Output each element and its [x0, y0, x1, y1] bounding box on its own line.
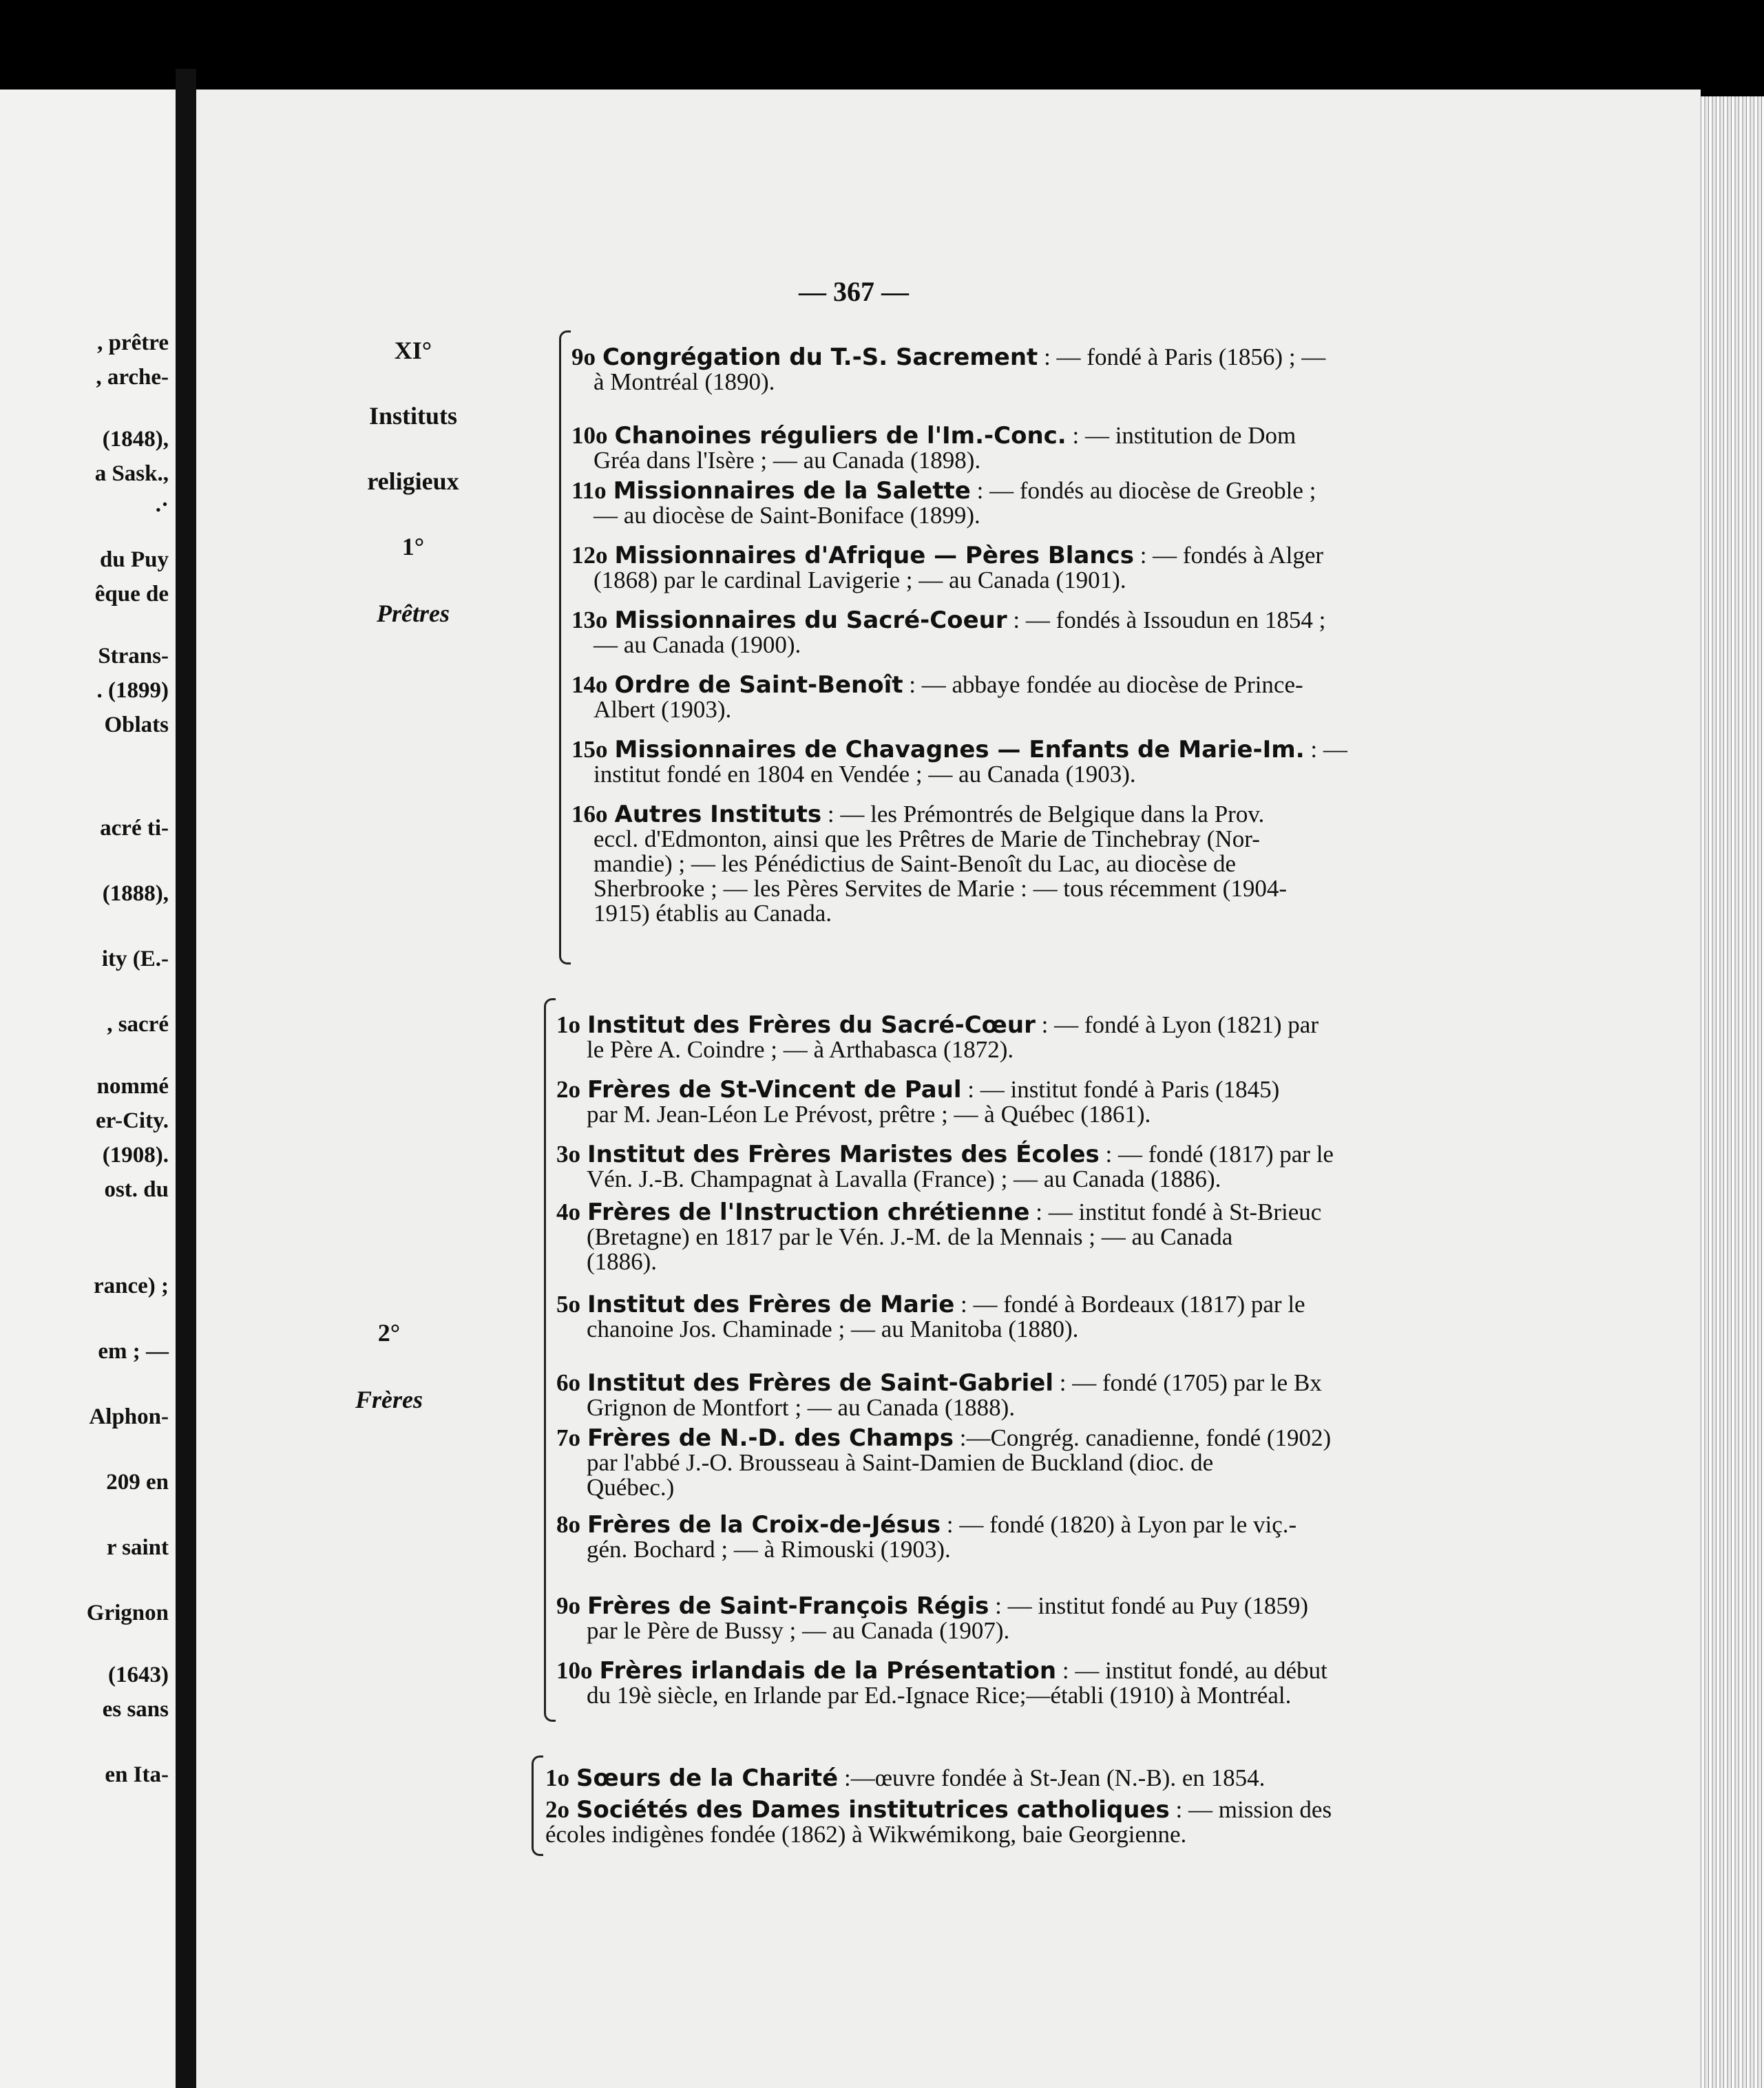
entry-name: Institut des Frères de Saint-Gabriel — [587, 1369, 1054, 1397]
entry-pretres-2 — [571, 479, 1316, 503]
section-title-line1: Instituts — [368, 402, 458, 430]
entry-pretres-7-line5 — [594, 902, 832, 925]
bracket-pretres — [559, 330, 571, 964]
entry-text: : — institution de Dom — [1066, 422, 1296, 449]
entry-number: 8o — [556, 1511, 580, 1538]
entry-number: 10o — [556, 1657, 593, 1684]
entry-name: Missionnaires de Chavagnes — Enfants de Marie-Im. — [614, 736, 1305, 763]
entry-pretres-2-line2 — [594, 504, 980, 527]
entry-pretres-4 — [571, 609, 1325, 632]
entry-freres-9-line2 — [587, 1684, 1291, 1707]
entry-freres-5-line2 — [587, 1396, 1015, 1419]
left-page-fragment: êque de — [94, 582, 169, 607]
entry-continuation: (1886). — [587, 1248, 658, 1275]
left-page-fragment: (1848), — [102, 427, 169, 452]
entry-continuation: du 19è siècle, en Irlande par Ed.-Ignace Rice;—établi (1910) à Montréal. — [587, 1682, 1292, 1709]
entry-continuation: écoles indigènes fondée (1862) à Wikwémikong, baie Georgienne. — [545, 1821, 1187, 1848]
entry-freres-4-line2 — [587, 1318, 1078, 1340]
entry-name: Institut des Frères Maristes des Écoles — [587, 1141, 1100, 1168]
entry-number: 16o — [571, 801, 608, 827]
entry-pretres-4-line2 — [594, 633, 801, 656]
entry-text: : — les Prémontrés de Belgique dans la Prov. — [821, 801, 1265, 827]
entry-soeurs-1-line2 — [545, 1823, 1186, 1846]
entry-freres-2 — [556, 1143, 1334, 1166]
entry-name: Missionnaires du Sacré-Coeur — [614, 607, 1007, 634]
entry-text: :—œuvre fondée à St-Jean (N.-B). en 1854. — [838, 1764, 1266, 1791]
left-page-fragment: , sacré — [107, 1012, 169, 1037]
entry-number: 4o — [556, 1199, 580, 1225]
page-edge — [1694, 96, 1764, 2088]
entry-freres-3-line2 — [587, 1225, 1232, 1248]
left-page-fragment: (1888), — [102, 881, 169, 906]
entry-pretres-1 — [571, 422, 1296, 450]
entry-continuation: Albert (1903). — [594, 696, 732, 723]
entry-number: 15o — [571, 736, 608, 763]
left-page-fragment: r saint — [106, 1535, 169, 1560]
left-page-fragment: em ; — — [98, 1339, 169, 1364]
entry-continuation: eccl. d'Edmonton, ainsi que les Prêtres de Marie de Tinchebray (Nor- — [594, 825, 1260, 852]
entry-number: 10o — [571, 422, 608, 449]
entry-pretres-7-line4 — [594, 877, 1287, 900]
entry-number: 5o — [556, 1291, 580, 1318]
entry-name: Frères de N.-D. des Champs — [587, 1424, 954, 1452]
entry-text: : — institut fondé à St-Brieuc — [1029, 1199, 1322, 1225]
entry-freres-1-line2 — [587, 1103, 1151, 1126]
entry-freres-0 — [556, 1013, 1319, 1037]
entry-continuation: Grignon de Montfort ; — au Canada (1888). — [587, 1394, 1016, 1421]
left-page-fragment: rance) ; — [93, 1274, 169, 1298]
left-page-fragment: , prêtre — [97, 330, 169, 355]
entry-continuation: institut fondé en 1804 en Vendée ; — au Canada (1903). — [594, 761, 1136, 788]
entry-pretres-0 — [571, 346, 1325, 369]
left-page-fragment: ity (E.- — [101, 947, 169, 971]
entry-freres-3-line3 — [587, 1250, 657, 1273]
entry-soeurs-0 — [545, 1764, 1266, 1792]
entry-text: : — — [1304, 736, 1347, 763]
entry-continuation: Gréa dans l'Isère ; — au Canada (1898). — [594, 447, 981, 474]
entry-text: : — fondé à Lyon (1821) par — [1035, 1011, 1319, 1038]
left-page-fragment: .· — [155, 492, 169, 517]
entry-text: : — abbaye fondée au diocèse de Prince- — [903, 671, 1303, 698]
entry-continuation: par le Père de Bussy ; — au Canada (1907). — [587, 1617, 1010, 1644]
entry-text: : — institut fondé, au début — [1056, 1657, 1327, 1684]
group-number-freres: 2° — [377, 1319, 401, 1347]
bracket-soeurs — [532, 1755, 543, 1856]
entry-continuation: — au diocèse de Saint-Boniface (1899). — [594, 502, 980, 529]
entry-text: : — fondés au diocèse de Greoble ; — [970, 477, 1316, 504]
entry-pretres-7 — [571, 803, 1264, 826]
entry-continuation: le Père A. Coindre ; — à Arthabasca (1872). — [587, 1036, 1014, 1063]
entry-freres-8-line2 — [587, 1619, 1009, 1642]
left-page-fragment: ost. du — [104, 1177, 169, 1202]
entry-freres-7-line2 — [587, 1538, 951, 1561]
entry-text: : — fondés à Issoudun en 1854 ; — [1007, 607, 1326, 633]
entry-text: : — institut fondé à Paris (1845) — [961, 1076, 1280, 1103]
entry-pretres-7-line2 — [594, 827, 1260, 850]
entry-freres-9 — [556, 1659, 1327, 1683]
entry-continuation: Vén. J.-B. Champagnat à Lavalla (France) ; — au Canada (1886). — [587, 1166, 1221, 1192]
left-page-fragment: , arche- — [96, 365, 169, 390]
left-page-fragment: Oblats — [104, 713, 169, 737]
left-page-fragment: du Puy — [100, 547, 169, 572]
group-label-freres: Frères — [355, 1386, 423, 1413]
section-numeral: XI° — [394, 337, 432, 364]
entry-number: 6o — [556, 1369, 580, 1396]
entry-number: 12o — [571, 542, 608, 569]
entry-text: : — institut fondé au Puy (1859) — [989, 1592, 1309, 1619]
entry-name: Ordre de Saint-Benoît — [614, 671, 903, 699]
entry-continuation: gén. Bochard ; — à Rimouski (1903). — [587, 1536, 951, 1563]
entry-text: : — fondé (1705) par le Bx — [1053, 1369, 1322, 1396]
page-number: — 367 — — [799, 276, 909, 307]
left-page — [0, 89, 176, 2088]
entry-pretres-6 — [571, 738, 1347, 761]
entry-number: 11o — [571, 477, 607, 504]
entry-freres-6 — [556, 1426, 1331, 1450]
entry-continuation: par l'abbé J.-O. Brousseau à Saint-Damien de Buckland (dioc. de — [587, 1449, 1214, 1476]
group-number-pretres: 1° — [401, 533, 425, 560]
entry-pretres-5 — [571, 673, 1303, 697]
left-page-fragment: es sans — [102, 1697, 169, 1722]
left-page-fragment: Grignon — [86, 1601, 169, 1625]
entry-continuation: Québec.) — [587, 1474, 675, 1501]
left-page-fragment: 209 en — [106, 1470, 169, 1495]
entry-continuation: (1868) par le cardinal Lavigerie ; — au Canada (1901). — [594, 567, 1126, 593]
entry-number: 1o — [545, 1764, 569, 1791]
entry-name: Chanoines réguliers de l'Im.-Conc. — [614, 422, 1067, 450]
entry-continuation: mandie) ; — les Pénédictius de Saint-Benoît du Lac, au diocèse de — [594, 850, 1237, 877]
entry-continuation: chanoine Jos. Chaminade ; — au Manitoba (1880). — [587, 1316, 1079, 1342]
entry-freres-4 — [556, 1293, 1305, 1316]
entry-text: : — mission des — [1169, 1796, 1332, 1823]
left-page-fragment: . (1899) — [96, 678, 169, 703]
entry-text: : — fondé (1817) par le — [1099, 1141, 1334, 1168]
left-page-fragment: a Sask., — [94, 461, 169, 486]
left-page-fragment: (1643) — [108, 1663, 169, 1687]
entry-name: Frères de l'Instruction chrétienne — [587, 1199, 1030, 1226]
entry-freres-5 — [556, 1371, 1322, 1395]
entry-freres-6-line3 — [587, 1476, 674, 1499]
entry-text: : — fondé à Bordeaux (1817) par le — [954, 1291, 1305, 1318]
left-page-fragment: Alphon- — [89, 1404, 169, 1429]
entry-pretres-3-line2 — [594, 569, 1126, 591]
entry-pretres-6-line2 — [594, 761, 1136, 788]
entry-name: Frères irlandais de la Présentation — [599, 1657, 1057, 1685]
entry-name: Autres Instituts — [614, 801, 822, 828]
entry-continuation: — au Canada (1900). — [594, 631, 801, 658]
entry-continuation: par M. Jean-Léon Le Prévost, prêtre ; — à Québec (1861). — [587, 1101, 1151, 1128]
entry-text: : — fondé à Paris (1856) ; — — [1038, 344, 1326, 370]
entry-continuation: 1915) établis au Canada. — [594, 900, 832, 927]
entry-name: Frères de Saint-François Régis — [587, 1592, 989, 1620]
entry-name: Missionnaires d'Afrique — Pères Blancs — [614, 542, 1134, 569]
left-page-fragment: er-City. — [96, 1108, 169, 1133]
left-page-fragment: en Ita- — [105, 1762, 169, 1787]
page-gutter — [176, 69, 196, 2088]
left-page-fragment: (1908). — [102, 1143, 169, 1168]
entry-pretres-1-line2 — [594, 449, 980, 472]
entry-freres-0-line2 — [587, 1038, 1014, 1061]
left-page-fragment: acré ti- — [100, 816, 169, 841]
entry-number: 9o — [556, 1592, 580, 1619]
entry-name: Institut des Frères de Marie — [587, 1291, 955, 1318]
entry-pretres-5-line2 — [594, 698, 731, 721]
entry-number: 9o — [571, 344, 596, 370]
left-page-fragment: Strans- — [98, 644, 169, 668]
entry-text: :—Congrég. canadienne, fondé (1902) — [954, 1424, 1332, 1451]
entry-name: Frères de St-Vincent de Paul — [587, 1076, 962, 1104]
bracket-freres — [544, 998, 556, 1722]
entry-name: Sœurs de la Charité — [576, 1764, 839, 1792]
left-page-fragment: nommé — [96, 1074, 169, 1099]
entry-soeurs-1 — [545, 1798, 1332, 1822]
entry-text: : — fondés à Alger — [1133, 542, 1324, 569]
entry-number: 3o — [556, 1141, 580, 1168]
entry-name: Sociétés des Dames institutrices catholiques — [576, 1796, 1170, 1824]
entry-number: 1o — [556, 1011, 580, 1038]
entry-name: Congrégation du T.-S. Sacrement — [602, 344, 1038, 371]
entry-number: 14o — [571, 671, 608, 698]
entry-freres-6-line2 — [587, 1451, 1213, 1474]
entry-continuation: Sherbrooke ; — les Pères Servites de Marie : — tous récemment (1904- — [594, 875, 1287, 902]
entry-pretres-7-line3 — [594, 852, 1236, 875]
entry-number: 2o — [545, 1796, 569, 1823]
group-label-pretres: Prêtres — [377, 600, 450, 627]
entry-freres-8 — [556, 1594, 1308, 1618]
entry-continuation: à Montréal (1890). — [594, 368, 775, 395]
entry-name: Missionnaires de la Salette — [613, 477, 971, 505]
entry-name: Institut des Frères du Sacré-Cœur — [587, 1011, 1036, 1039]
entry-pretres-3 — [571, 544, 1323, 567]
entry-freres-3 — [556, 1201, 1321, 1224]
section-title-line2: religieux — [367, 467, 459, 495]
entry-name: Frères de la Croix-de-Jésus — [587, 1511, 941, 1539]
entry-continuation: (Bretagne) en 1817 par le Vén. J.-M. de la Mennais ; — au Canada — [587, 1223, 1233, 1250]
entry-number: 2o — [556, 1076, 580, 1103]
entry-pretres-0-line2 — [594, 370, 775, 393]
entry-number: 7o — [556, 1424, 580, 1451]
entry-freres-2-line2 — [587, 1168, 1221, 1190]
entry-text: : — fondé (1820) à Lyon par le viç.- — [941, 1511, 1297, 1538]
entry-freres-7 — [556, 1513, 1296, 1537]
entry-number: 13o — [571, 607, 608, 633]
entry-freres-1 — [556, 1076, 1280, 1104]
